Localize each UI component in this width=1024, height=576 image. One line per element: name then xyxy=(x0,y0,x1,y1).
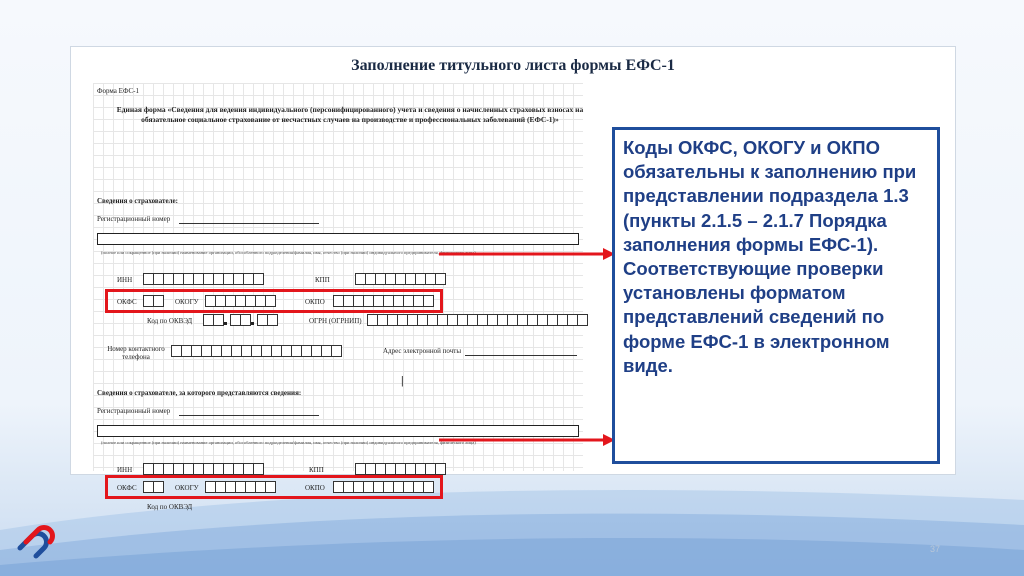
section2-kpp-cells xyxy=(355,463,445,475)
section1-kpp-cells xyxy=(355,273,445,285)
section2-inn-label: ИНН xyxy=(117,466,133,474)
section1-name-field xyxy=(97,233,579,245)
section1-okved-cells-2 xyxy=(230,314,250,326)
section1-ogrn-cells xyxy=(367,314,587,326)
form-cell xyxy=(253,273,264,285)
form-cell xyxy=(331,345,342,357)
form-efs1-title-page xyxy=(93,83,584,511)
section1-ogrn-label: ОГРН (ОГРНИП) xyxy=(309,317,362,325)
section2-title: Сведения о страхователе, за которого представляются сведения: xyxy=(97,389,302,397)
form-cell xyxy=(577,314,588,326)
page-number: 37 xyxy=(930,544,941,554)
section2-okogu-label: ОКОГУ xyxy=(175,484,199,492)
section1-phone-cells xyxy=(171,345,341,357)
section1-email-label: Адрес электронной почты xyxy=(383,347,462,355)
section1-okved-cells-3 xyxy=(257,314,277,326)
section1-inn-cells xyxy=(143,273,263,285)
form-cell xyxy=(240,314,251,326)
section2-reg-field xyxy=(179,415,319,416)
form-cell xyxy=(213,314,224,326)
okved-dot xyxy=(251,322,254,325)
section2-codes-highlight xyxy=(105,475,443,499)
section1-email-field xyxy=(465,355,577,356)
slide-title: Заполнение титульного листа формы ЕФС-1 xyxy=(351,57,675,74)
section2-okpo-label: ОКПО xyxy=(305,484,325,492)
callout-box: Коды ОКФС, ОКОГУ и ОКПО обязательны к заполнению при представлении подраздела 1.3 (пункты 2.1.5 – 2.1.7 Порядка заполнения формы ЕФС-1). Соответствующие проверки установлены форматом представлений сведений по форме ЕФС-1 в электронном виде. xyxy=(612,127,940,464)
form-cell xyxy=(253,463,264,475)
section1-reg-field xyxy=(179,223,319,224)
form-cell xyxy=(267,314,278,326)
okved-dot xyxy=(224,322,227,325)
section2-inn-cells xyxy=(143,463,263,475)
text-cursor-icon: | xyxy=(401,373,404,387)
section1-phone-label: Номер контактного телефона xyxy=(107,345,165,361)
sfr-logo-icon xyxy=(14,518,56,560)
form-cell xyxy=(435,463,446,475)
section1-title: Сведения о страхователе: xyxy=(97,197,178,205)
section2-reg-label: Регистрационный номер xyxy=(97,407,171,415)
section1-okved-cells-1 xyxy=(203,314,223,326)
section1-okved-label: Код по ОКВЭД xyxy=(147,317,193,325)
section1-inn-label: ИНН xyxy=(117,276,133,284)
section1-reg-label: Регистрационный номер xyxy=(97,215,171,223)
section2-kpp-label: КПП xyxy=(309,466,324,474)
form-id: Форма ЕФС-1 xyxy=(97,87,139,95)
arrow-icon xyxy=(439,247,615,261)
section1-kpp-label: КПП xyxy=(315,276,330,284)
section1-okfs-label: ОКФС xyxy=(117,298,137,306)
form-cell xyxy=(435,273,446,285)
arrow-icon xyxy=(439,433,615,447)
section1-okpo-label: ОКПО xyxy=(305,298,325,306)
section2-okved-label: Код по ОКВЭД xyxy=(147,503,193,511)
section1-codes-highlight xyxy=(105,289,443,313)
section2-okfs-label: ОКФС xyxy=(117,484,137,492)
section2-name-hint: (полное или сокращенное (при наличии) наименование организации, обособленного подразделения/фамилия, имя, отчество (при наличии) индивидуального предпринимателя, физического лица) xyxy=(101,440,476,445)
section1-name-hint: (полное или сокращенное (при наличии) наименование организации, обособленного подразделения/фамилия, имя, отчество (при наличии) индивидуального предпринимателя, физического лица) xyxy=(101,250,476,255)
section1-okogu-label: ОКОГУ xyxy=(175,298,199,306)
form-heading: Единая форма «Сведения для ведения индивидуального (персонифицированного) учета и сведения о начисленных страховых взносах на обязательное социальное страхование от несчастных случаев на производстве и профессиональных заболеваний (ЕФС-1)» xyxy=(116,105,584,124)
